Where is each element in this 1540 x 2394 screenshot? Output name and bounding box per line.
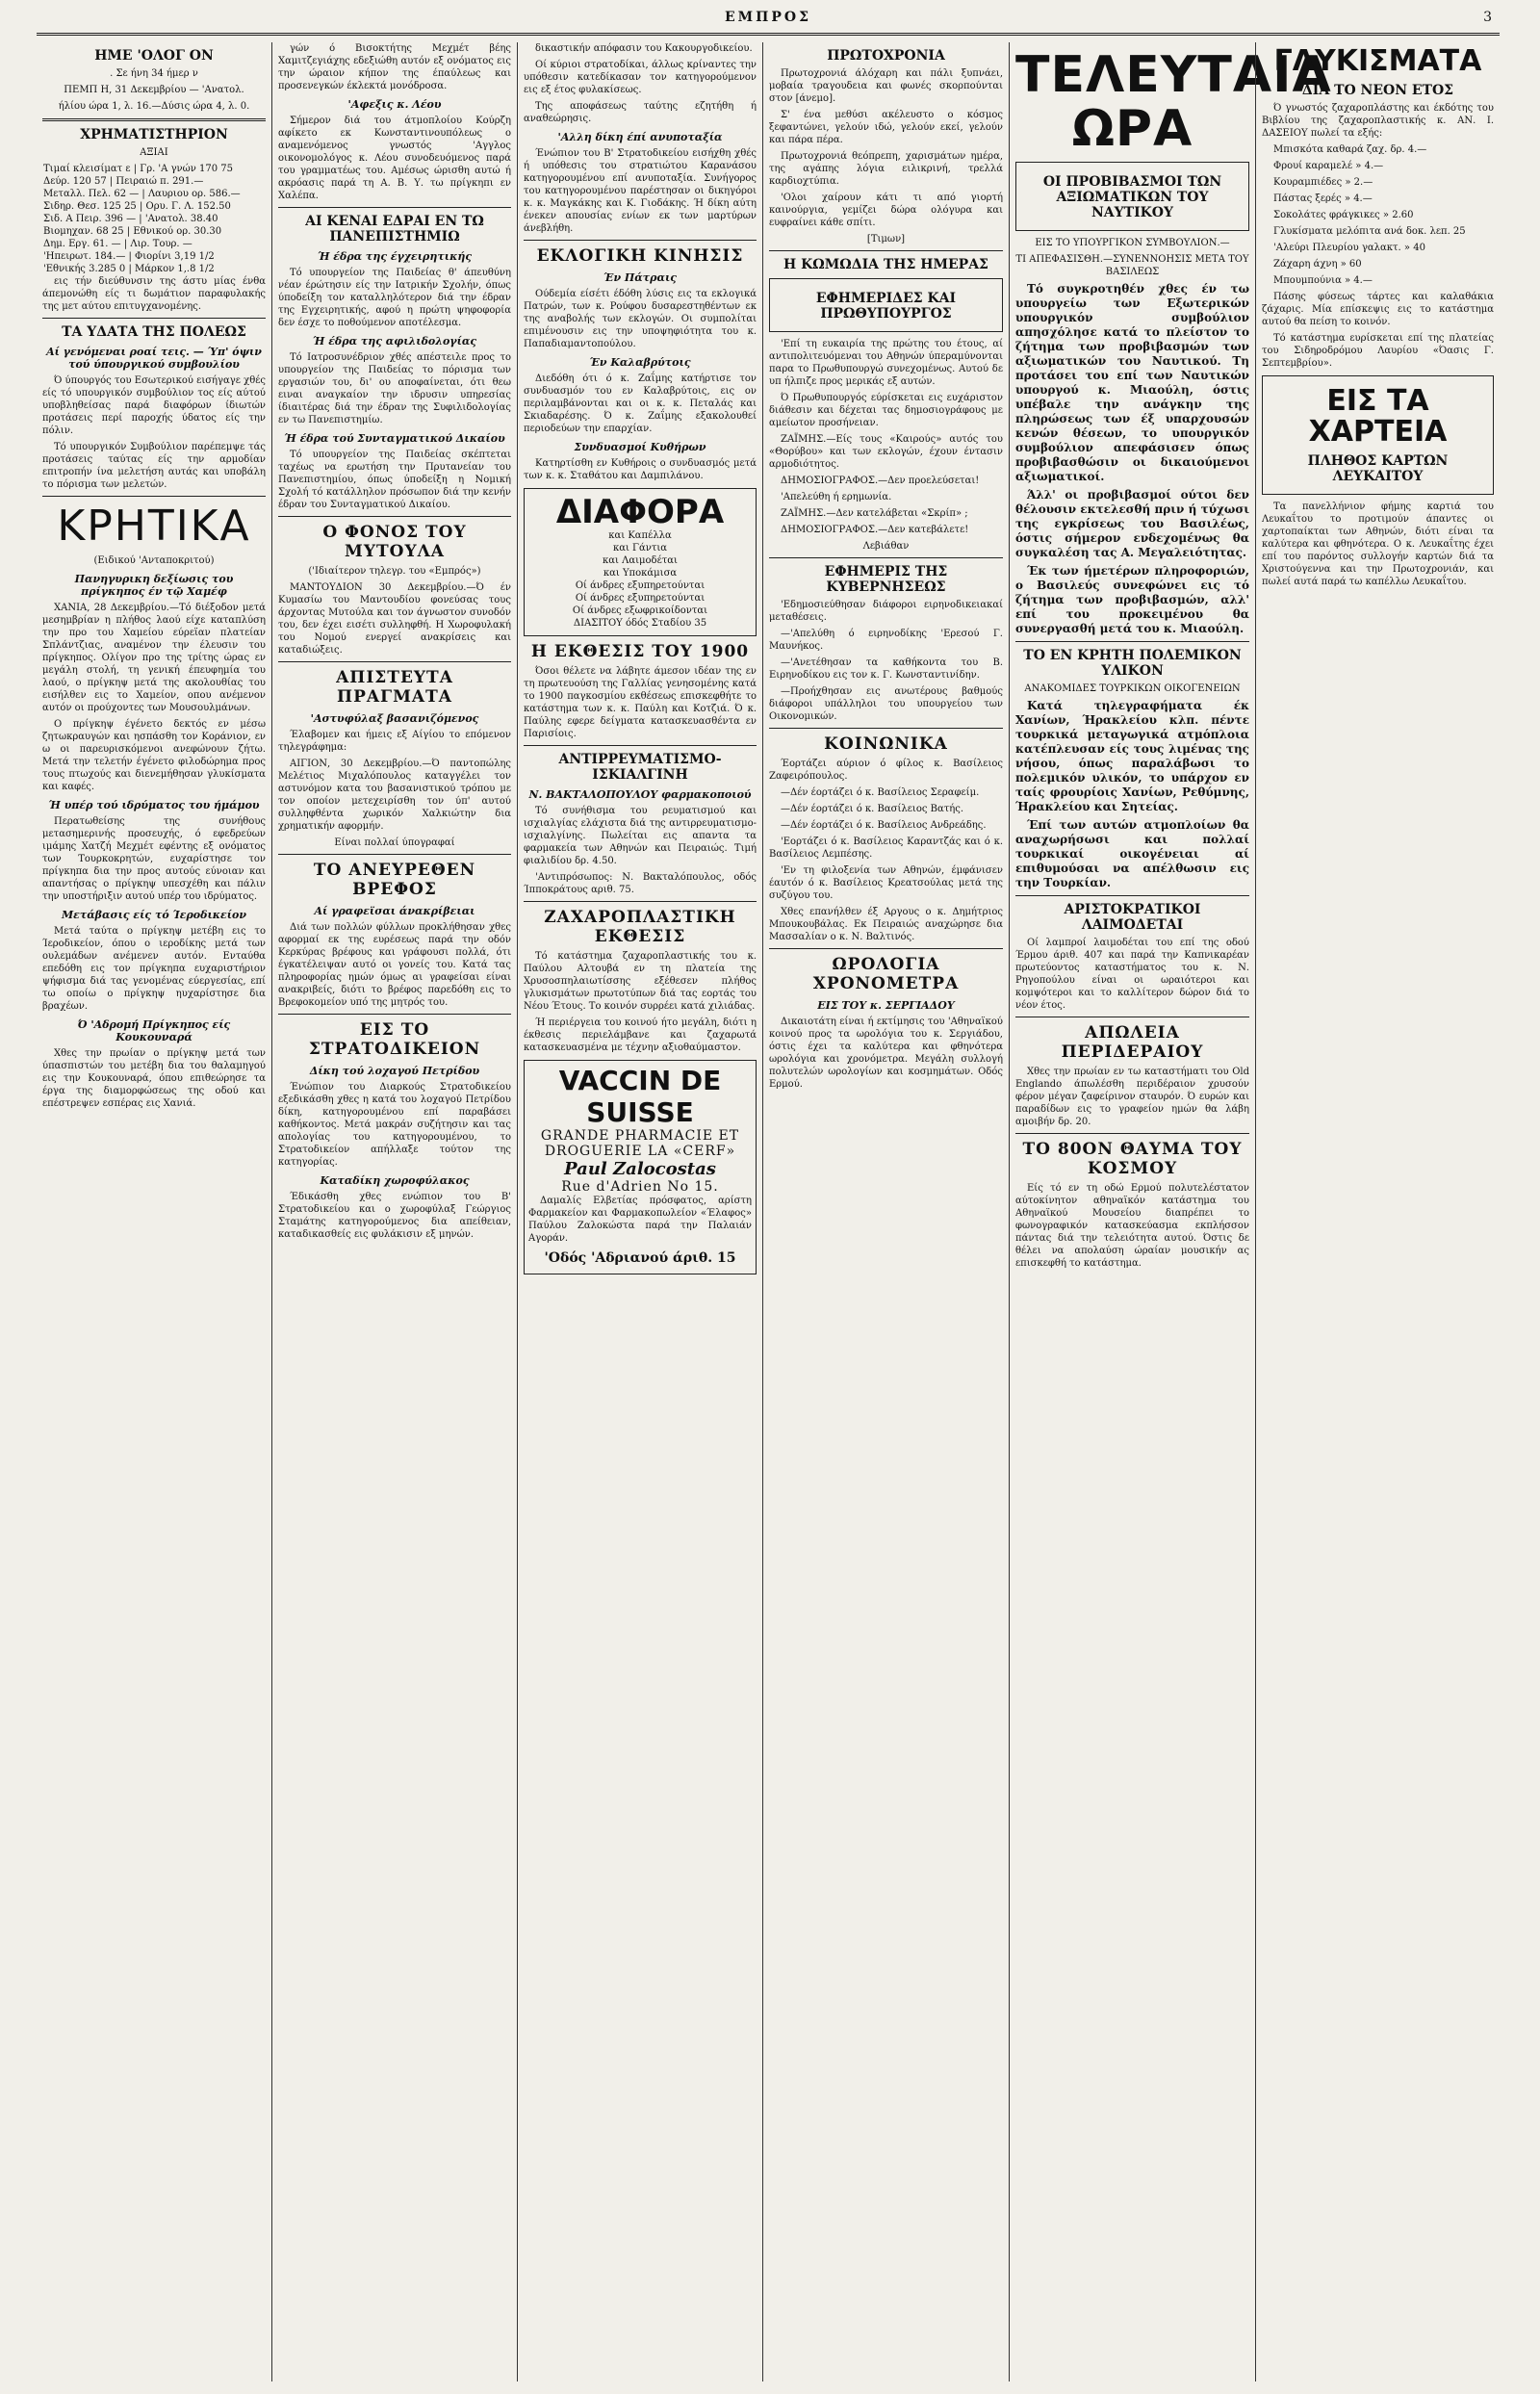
article-text: 'Εν τη φιλοξενία των Αθηνών, έμφάνισεν έαυτόν ό κ. Βασίλειος Κρεατσούλας μετά της συζύγου του. [769,865,1003,901]
stock-row: Σιδηρ. Θεσ. 125 25 | Ορυ. Γ. Λ. 152.50 [43,201,231,212]
column-4 [762,42,1009,2381]
article-subtitle: ('Ιδιαίτερον τηλεγρ. του «Εμπρός») [308,566,481,577]
last-hour-title: ΤΕΛΕΥΤΑΙΑ ΩΡΑ [1015,46,1332,158]
weather-title: ΗΜΕ 'ΟΛΟΓ ΟΝ [94,48,214,64]
article-title: ΤΟ ΑΝΕΥΡΕΘΕΝ ΒΡΕΦΟΣ [313,861,476,899]
pharmacist-name: Paul Zalocostas [564,1159,716,1179]
divider [769,728,1003,729]
article-text: —Προήχθησαν εις ανωτέρους βαθμούς διάφοροι υπάλληλοι του υπουργείου των Οικονομικών. [769,686,1003,722]
article-text: Άλλ' οι προβιβασμοί ούτοι δεν θέλουσιν εκτελεσθή πριν ή τύχωσι της εγκρίσεως του Βασιλέως, όστις σήμερον ενδεχομένως θα συγκαλέση τας Α. Μεγαλειότητας. [1015,488,1249,559]
article-subtitle: ΑΝΑΚΟΜΙΔΕΣ ΤΟΥΡΚΙΚΩΝ ΟΙΚΟΓΕΝΕΙΩΝ [1024,683,1241,694]
columns [37,42,1500,2381]
article-text: ΔΗΜΟΣΙΟΓΡΑΦΟΣ.—Δεν κατεβάλετε! [781,525,969,535]
article-title: Ο ΦΟΝΟΣ ΤΟΥ ΜΥΤΟΥΛΑ [322,523,467,561]
divider [278,661,511,662]
article-text: 'Εδημοσιεύθησαν διάφοροι ειρηνοδικειακαί μεταθέσεις. [769,600,1003,623]
stock-row: Μεταλλ. Πελ. 62 — | Λαυριου ορ. 586.— [43,189,241,199]
signature: Λεβιάθαν [862,541,910,552]
table-row [42,263,266,275]
ad-title: ΔΙΑΦΟΡΑ [555,493,725,531]
divider [524,901,757,902]
column-1 [37,42,271,2381]
article-text: ΔΗΜΟΣΙΟΓΡΑΦΟΣ.—Δεν προελεύσεται! [781,476,980,486]
article-text: 'Εορτάζει ό κ. Βασίλειος Καραντζάς και ό κ. Βασίλειος Λεμπέσης. [769,837,1003,860]
vaccine-title: VACCIN DE SUISSE [558,1065,722,1128]
article-text: Τό κατάστημα ζαχαροπλαστικής του κ. Παύλου Αλτουβά εν τη πλατεία της Χρυσοσπηλαιωτίσσης εξέθεσεν πλήθος γλυκισμάτων πρωτοτύπων διά τας εορτάς του Νέου Έτους. Το κοινόν συρρέει κατά χιλιάδας. [524,951,757,1012]
article-heading: 'Αλλη δίκη έπί ανυποταξία [557,131,723,143]
divider [1015,1133,1249,1134]
article-text: Χθες την πρωίαν εν τω καταστήματι του Old Englando άπωλέσθη περιδέραιον χρυσούν φέρον μέγαν ζαφείρινον σταυρόν. Ό ευρών και παραδίδων εις το γραφείον ημών θα λάβη αμοιβήν δρ. 20. [1015,1067,1249,1127]
article-title: ΕΦΗΜΕΡΙΣ ΤΗΣ ΚΥΒΕΡΝΗΣΕΩΣ [824,564,948,595]
article-title: ΕΚΛΟΓΙΚΗ ΚΙΝΗΣΙΣ [536,246,744,266]
divider [1015,895,1249,896]
newspaper-page [37,0,1538,2394]
article-title: Η ΕΚΘΕΣΙΣ ΤΟΥ 1900 [530,642,750,661]
divider [42,118,266,121]
article-text: Όσοι θέλετε να λάβητε άμεσον ιδέαν της εν τη πρωτευούση της Γαλλίας γενησομένης κατά το 1900 παγκοσμίου εκθέσεως επισκεφθήτε το κατάστημα των κ. κ. Παύλη και Κοτζιά. Ό κ. Παύλης εφερε δείγματα κατασκευασθέντα εν Παρισίοις. [524,666,757,739]
table-row [42,175,266,188]
pharmacy-address: Rue d'Adrien No 15. [561,1179,719,1195]
article-text: Έπί των αυτών ατμοπλοίων θα αναχωρήσωσι και πολλαί τουρκικαί οικογένειαι αί επιθυμούσαι να απέλθωσιν εις την Τουρκίαν. [1015,818,1249,889]
stock-row: Βιομηχαν. 68 25 | Εθνικού ορ. 30.30 [43,226,222,237]
ad-line: και Καπέλλα [608,530,672,541]
headline-subtitle: ΤΙ ΑΠΕΦΑΣΙΣΘΗ.—ΣΥΝΕΝΝΟΗΣΙΣ ΜΕΤΑ ΤΟΥ ΒΑΣΙΛΕΩΣ [1015,254,1249,277]
article-text: Ούδεμία είσέτι έδόθη λύσις εις τα εκλογικά Πατρών, των κ. Ρούφου δυσαρεστηθέντων εκ της αναβολής των εκλογών. Οι συμπολίται επιμένουσιν εις την υποψηφιότητα του κ. Παπαδιαμαντοπούλου. [524,289,757,349]
article-heading: Δίκη τού λοχαγού Πετρίδου [309,1065,480,1077]
stock-row: Δημ. Εργ. 61. — | Λιρ. Τουρ. — [43,239,192,249]
vaccine-advertisement [524,1060,757,1274]
page-number: 3 [1483,10,1492,25]
article-title: ΑΠΩΛΕΙΑ ΠΕΡΙΔΕΡΑΙΟΥ [1061,1023,1204,1062]
table-row [42,238,266,250]
crete-heading: Ή υπέρ τού ιδρύματος του ήμάμου [48,799,260,811]
column-3 [517,42,762,2381]
article-text: Ή περιέργεια του κοινού ήτο μεγάλη, διότι η έκθεσις περιελάμβανε και ζαχαρωτά κατασκευασμένα με τέχνην αξιοθαύμαστον. [524,1017,757,1053]
article-text: Οί λαμπροί λαιμοδέται του επί της οδού Έρμου άριθ. 407 και παρά την Καπνικαρέαν πρωτεύοντος καταστήματος του κ. Ν. Ρηγοπούλου είναι οι ωραιότεροι και κομψότεροι και το καλλίτερον δώρον διά το νέον έτος. [1015,938,1249,1011]
article-text: Ό ύπουργός του Εσωτερικού εισήγαγε χθές είς τό υπουργικόν συμβούλιον τος είς αύτού υποβληθείσας παρά διαφόρων ίδιωτών προτάσεις περί παροχής ύδατος είς την πόλιν. [42,375,266,436]
article-title: ΚΟΙΝΩΝΙΚΑ [824,734,948,754]
signature: [Τιμων] [866,234,906,245]
divider [524,240,757,241]
weather-line: ΠΕΜΠ Η, 31 Δεκεμβρίου — 'Ανατολ. [64,85,244,95]
article-subtitle: ΔΙΑ ΤΟ ΝΕΟΝ ΕΤΟΣ [1301,83,1454,98]
article-text: ΖΑΪΜΗΣ.—Δεν κατελάβεται «Σκρίπ» ; [781,508,968,519]
stock-row: 'Ηπειρωτ. 184.— | Φιορίνι 3,19 1/2 [43,251,215,262]
article-text: —Δέν έορτάζει ό κ. Βασίλειος Σεραφείμ. [781,787,980,798]
divider [769,557,1003,558]
list-item: Γλυκίσματα μελόπιτα ανά δοκ. λεπ. 25 [1273,226,1466,237]
article-heading: Αί γραφεϊσαι άνακρίβειαι [314,905,475,917]
table-row [42,250,266,263]
poem-text: Πρωτοχρονιά άλόχαρη και πάλι ξυπνάει, μοβαία τραγουδεια και φωνές σκορπούνται στον [άνεμο]. [769,68,1003,104]
crete-title: ΚΡΗΤΙΚΑ [57,502,251,551]
article-text: Έορτάζει αύριον ό φίλος κ. Βασίλειος Ζαφειρόπουλος. [769,759,1003,782]
article-text: Διεδόθη ότι ό κ. Ζαΐμης κατήρτισε τον συνδυασμόν του εν Καλαβρύτοις, εις ον περιλαμβάνονται και οι κ. κ. Πεταλάς και Σκιαδαρέσης. Ό κ. Ζαΐμης εξακολουθεί περιοδεύων την επαρχίαν. [524,373,757,434]
article-heading: Ή έδρα τού Συνταγματικού Δικαίου [284,432,505,445]
article-title: ΤΟ ΕΝ ΚΡΗΤΗ ΠΟΛΕΜΙΚΟΝ ΥΛΙΚΟΝ [1023,648,1242,679]
article-text: Τό κατάστημα ευρίσκεται επί της πλατείας του Σιδηροδρόμου Λαυρίου «Όασις Γ. Σεπτεμβρίου». [1262,333,1494,369]
article-text: Έδικάσθη χθες ενώπιον του Β' Στρατοδικείου και ο χωροφύλαξ Γεώργιος Σταμάτης κατηγορούμενος δια απείθειαν, καταδικασθείς εις φυλάκισιν εξ μηνών. [278,1192,511,1240]
crete-heading: Πανηγυρικη δεξίωσις του πρίγκηπος έν τῷ Χαμέφ [74,573,234,598]
divider [769,250,1003,251]
article-text: Τό Ιατροσυνέδριον χθές απέστειλε προς το υπουργείον της Παιδείας το πόρισμα των εργασιών του, δι' ου αποφαίνεται, ότι θεω ειναι αναγκαίον την ιδρυσιν υπηρεσίας ίδιαιτέρας διά την έδραν της Συφιλιδολογίας εν τω Πανεπιστημίω. [278,352,511,425]
ad-line: ΔΙΑΣΙΤΟΥ όδός Σταδίου 35 [573,618,707,629]
column-2 [271,42,517,2381]
article-heading: Έν Πάτραις [603,271,677,284]
article-heading: Ν. ΒΑΚΤΑΛΟΠΟΥΛΟΥ φαρμακοποιού [528,788,752,801]
divider [769,948,1003,949]
divider [1015,641,1249,642]
article-text: Πάσης φύσεως τάρτες και καλαθάκια ζάχαρις. Μία επίσκεψις εις το κατάστημα αυτού θα πείση το κοινόν. [1262,292,1494,327]
ad-title: ΕΙΣ ΤΑ ΧΑΡΤΕΙΑ [1308,384,1448,449]
article-heading: Έν Καλαβρύτοις [589,356,691,369]
headline-box [1015,162,1249,231]
divider [278,854,511,855]
divider [278,1014,511,1015]
article-text: Ένώπιον του Διαρκούς Στρατοδικείου εξεδικάσθη χθες η κατά του λοχαγού Πετρίδου δίκη, κατηγορουμένου επί παραβάσει καθήκοντος. Μετά μακράν συζήτησιν και τας απολογίας του κατηγορουμένου, το Στρατοδικείον απήλλαξε τούτον της κατηγορίας. [278,1082,511,1168]
pharmacy-name: GRANDE PHARMACIE ET DROGUERIE LA «CERF» [540,1128,740,1159]
article-text: —'Ανετέθησαν τα καθήκοντα του Β. Ειρηνοδίκου εις τον κ. Γ. Κωνσταντινίδην. [769,657,1003,681]
article-text: Τό συγκροτηθέν χθες έν τω υπουργείω των Εξωτερικών υπουργικόν συμβούλιον απησχόλησε κατά το πλείστον το ζήτημα των προβιβασμών των αξιωματικών του Ναυτικού. Τη προτάσει του επί των Ναυτικών υπουργού κ. Μιαούλη, όστις υπέβαλε την ανάγκην της πληρώσεως των έξ υπαρχουσών κενών θέσεων, το υπουργικόν συμβούλιον απεφάσισεν όπως προβιβασθώσιν οι δικαιούμενοι αξιωματικοί. [1015,282,1249,483]
column-6 [1255,42,1500,2381]
water-title: ΤΑ ΥΔΑΤΑ ΤΗΣ ΠΟΛΕΩΣ [62,324,246,340]
list-item: Σοκολάτες φράγκικες » 2.60 [1273,210,1414,220]
article-heading: 'Αφεξις κ. Λέου [347,98,442,111]
list-item: 'Αλεύρι Πλευρίου γαλακτ. » 40 [1273,243,1425,253]
article-title: ΕΦΗΜΕΡΙΔΕΣ ΚΑΙ ΠΡΩΘΥΠΟΥΡΓΟΣ [815,291,957,322]
article-text: Μετά ταύτα ο πρίγκηψ μετέβη εις το Ίεροδικείον, όπου ο ιεροδίκης μετά των ουλεμάδων ανέμενεν αυτόν. Ενταύθα επεδόθη εις τον πρίγκηπα ευχαριστήριον ψήφισμα διά τας γενομένας εύεργεσίας, επί τω οποίω ο πρίγκηψ ηυχαρίστησε δια βραχέων. [42,926,266,1012]
article-text: ΑΙΓΙΟΝ, 30 Δεκεμβρίου.—Ό παντοπώλης Μελέτιος Μιχαλόπουλος καταγγέλει τον αστυνόμον κατα του βασανιστικού τρόπου με τον οποίον μετεχειρίσθη τον ύπ' αυτού συλληφθέντα χωρικόν Χαλκιώτην δια χρηματικήν αφορμήν. [278,759,511,832]
article-text: Ένώπιον του Β' Στρατοδικείου εισήχθη χθές ή υπόθεσις του στρατιώτου Καρανάσου κατηγορουμένου επί ανυποταξία. Συνήγορος του κατηγορουμένου παρέστησαν οι δικηγόροι κ. κ. Μαγκάκης και Κ. Γιοδάκης. Ή δίκη αύτη ένεκεν απουσίας ενίων εκ των μαρτύρων άνεβλήθη. [524,148,757,234]
table-row [42,213,266,225]
crete-heading: Ό 'Αδρομή Πρίγκηπος είς Κουκουναρά [77,1018,231,1043]
poem-text: 'Ολοι χαίρουν κάτι τι από γιορτή καινούργια, γεμίζει δώρα ολόγυρα και ευφραίνει κάθε σπίτι. [769,193,1003,228]
article-text: Περατωθείσης της συνήθους μετασημερινής προσευχής, ό εφεδρεύων ιμάμης Χατζή Μεχμέτ εφέντης εξ ονόματος των Τουρκοκρητών, ευχαρίστησε τον πρίγκηπα δια την προς αυτούς εύνοιαν και απαντήσας ο πρίγκηψ υπεσχέθη και πάλιν την υποστήριξιν αυτού υπέρ του ιδρύματος. [42,816,266,902]
article-text: Είς τό εν τη οδώ Ερμού πολυτελέστατον αύτοκίνητον αθηναϊκόν κατάστημα του Αθηναϊκού Μουσείου διαπρέπει το φωνογραφικόν κατασκεύασμα εκπλήσσον πάντας διά την τελειότητα αυτού. Όστις δε θέλει να απολαύση ώραίαν μουσικήν ας επισκεφθή το κατάστημα. [1015,1183,1249,1269]
list-item: Κουραμπιέδες » 2.— [1273,177,1373,188]
article-title: ΤΟ 80ΟΝ ΘΑΥΜΑ ΤΟΥ ΚΟΣΜΟΥ [1022,1140,1243,1178]
article-text: ΧΑΝΙΑ, 28 Δεκεμβρίου.—Τό διέξοδον μετά μεσημβρίαν η πλήθος λαού είχε καταπλύση την προ του Χαμείου εύρεϊαν πλατείαν Σπλάντζιας, αναμένον την έλευσιν του πρίγκηπος. Ολίγον προ της τρίτης ώρας εν μεγάλη στολή, τη γενική έπευφημία του λαού, ο πρίγκηψ μετά της ακολουθίας του εισήλθεν εις το Χαμείον, οπου ανέμενον αυτόν οι προύχοντες των Μουσουλμάνων. [42,603,266,713]
article-text: Ο πρίγκηψ έγένετο δεκτός εν μέσω ζητωκραυγών και ησπάσθη τον Κοράνιον, εν ω οι παρευρισκόμενοι ανεφώνουν ζήτω. Μετά την τελετήν έγένετο φιλοδώρημα προς τους πτωχούς και διενεμήθησαν γλυκίσματα και καφές. [42,719,266,792]
weather-line: ήλίου ώρα 1, λ. 16.—Δύσις ώρα 4, λ. 0. [58,101,250,112]
ad-line: και Υποκάμισα [603,568,678,579]
advertisement-box [524,488,757,636]
stock-row: Τιμαί κλεισίματ ε | Γρ. 'Α γνών 170 75 [43,164,234,174]
article-text: Τό υπουργείον της Παιδείας σκέπτεται ταχέως να ερωτήση την Πρυτανείαν του Πανεπιστημίου, όπως ύποδείξη η Νομική Σχολή τό κατάλληλον πρόσωπον διά την κενήν έδραν του Συνταγματικού Δικαίου. [278,450,511,510]
article-text: ΖΑΪΜΗΣ.—Είς τους «Καιρούς» αυτός του «Θορύβου» και των εκλογών, έχουν έντασιν αρμοδιότητος. [769,434,1003,470]
poem-text: Πρωτοχρονιά θεόπρεπη, χαρισμάτων ημέρα, της αγάπης λόγια ειλικρινή, τρελλά καρδιοχτύπια. [769,151,1003,187]
article-text: Δικαιοτάτη είναι ή εκτίμησις του 'Αθηναϊκού κοινού προς τα ωρολόγια του κ. Σεργιάδου, όστις έχει τα καλύτερα και φθηνότερα ωρολόγια και χρονόμετρα. Μεγάλη συλλογή πολυτελών ωρολογίων και κοσμημάτων. Οδός Ερμού. [769,1017,1003,1090]
article-text: Τα πανελλήνιον φήμης καρτιά του Λευκαΐτου το προτιμούν άπαντες οι χαρτοπαίκται των Αθηνών, διότι είναι τα καλύτερα και φθηνότερα. Ο κ. Λευκαΐτης έχει επί του παρόντος συλλογήν καρτών διά τα Χριστούγεννα και την Πρωτοχρονιάν, και πωλεί αυτά παρά τω καπέλλω Λευκαΐτου. [1262,502,1494,587]
divider [42,496,266,497]
article-text: Χθες επανήλθεν έξ Αργους ο κ. Δημήτριος Μπουκουβάλας. Εκ Πειραιώς αναχώρησε δια Μασσαλίαν ο κ. Ν. Βαλτινός. [769,907,1003,942]
article-text: Ό γνωστός ζαχαροπλάστης και έκδότης του Βιβλίου της ζαχαροπλαστικής κ. ΑΝ. Ι. ΔΑΣΕΙΟΥ πωλεί τα εξής: [1262,103,1494,139]
ad-subtitle: ΠΛΗΘΟΣ ΚΑΡΤΩΝ ΛΕΥΚΑΙΤΟΥ [1307,453,1449,484]
article-text: Κατά τηλεγραφήματα έκ Χανίων, Ήρακλείου κλπ. πέντε τουρκικά μεταγωγικά ατμόπλοια κατέπλευσαν είς τους λιμένας της νήσου, όπως παραλάβωσι το πολεμικόν υλικόν, το υπάρχον εν ταίς φρουρίοις Χανίων, Ρεθύμνης, Ήρακλείου και Σητείας. [1015,699,1249,813]
list-item: Μπισκότα καθαρά ζαχ. δρ. 4.— [1273,144,1427,155]
article-text: —'Απελύθη ό ειρηνοδίκης 'Ερεσού Γ. Μαυνήκος. [769,629,1003,652]
ad-line: και Γάντια [612,543,668,553]
divider [42,318,266,319]
article-text: Έκ των ήμετέρων πληροφοριών, ο Βασιλεύς συνεφώνει εις τό ζήτημα των προβιβασμών, αλλ' επί του προκειμένου θα συνεργασθή μετά του κ. Μιαούλη. [1015,564,1249,635]
article-heading: Καταδίκη χωροφύλακος [320,1174,470,1187]
article-text: Σήμερον διά του άτμοπλοίου Κούρζη αφίκετο εκ Κωνσταντινουπόλεως ο αναμενόμενος γνωστός 'Αγγλος οικονομολόγος κ. Λέου συνοδευόμενος παρά του γραμματέως του. Αμέσως ώρισθη αυτώ ή ακρόασις παρά τη Α. Β. Υ. τω πρίγκηπι εν Χαλέπα. [278,116,511,201]
article-title: ΑΝΤΙΡΡΕΥΜΑΤΙΣΜΟ-ΙΣΚΙΑΛΓΙΝΗ [558,752,722,783]
article-heading: 'Αστυφύλαξ βασανιζόμενος [310,712,479,725]
article-text: Τό υπουργικόν Συμβούλιον παρέπεμψε τάς προτάσεις ταύτας είς την αρμοδίαν επιτροπήν ίνα μελετήση αυτάς και υποβάλη το πόρισμα των μελετών. [42,442,266,490]
article-text: Τό συνήθισμα του ρευματισμού και ισχιαλγίας ελάχιστα διά της αντιρρευματισμο-ισχιαλγίνης. Πωλείται εις απαντα τα φαρμακεία των Αθηνών και Πειραιώς. Τιμή φιαλιδίου δρ. 4.50. [524,806,757,866]
stock-table [42,163,266,275]
table-row [42,188,266,200]
article-title: ΑΠΙΣΤΕΥΤΑ ΠΡΑΓΜΑΤΑ [336,668,453,707]
stock-title: ΧΡΗΜΑΤΙΣΤΗΡΙΟΝ [80,127,228,142]
article-title: ΑΡΙΣΤΟΚΡΑΤΙΚΟΙ ΛΑΙΜΟΔΕΤΑΙ [1064,902,1201,933]
advertisement-box [1262,375,1494,495]
article-text: Χθες την πρωίαν ο πρίγκηψ μετά των ύπασπιστών του μετέβη δια του θαλαμηγού εις την Κουκουναρά, όπου επιθεώρησε τα έργα της διαμορφώσεως της οδού και επέστρεψεν εσπέρας εις Χανιά. [42,1048,266,1109]
article-text: 'Επί τη ευκαιρία της πρώτης του έτους, αί αντιπολιτευόμεναι του Αθηνών ύπεραμύνονται παρα το Πρωθυπουργώ συνεχομένως. Αυτού δε υπ ήλπιζε προς μερικάς εξ αυτών. [769,339,1003,387]
article-text: δικαστικήν απόφασιν του Κακουργοδικείου. [535,43,753,54]
article-text: Της αποφάσεως ταύτης εζητήθη ή αναθεώρησις. [524,101,757,124]
article-text: ΜΑΝΤΟΥΔΙΟΝ 30 Δεκεμβρίου.—Ό έν Κυμασίω του Μαντουδίου φονεύσας τους άρχοντας Μυτούλα και τον άγνωστον συνοδόν του, δεν έχει εισέτι συλληφθή. Η Χωροφυλακή του Νομού ενεργεί ανακρίσεις και καταδιώξεις. [278,582,511,656]
water-subtitle: Αί γενόμεναι ροαί τεις. — Ύπ' όψιν τού ύπουργικού συμβουλίου [46,346,262,371]
article-text: —Δέν έορτάζει ό κ. Βασίλειος Βατής. [781,804,964,814]
stock-row: 'Εθνικής 3.285 0 | Μάρκον 1,.8 1/2 [43,264,215,274]
article-heading: Ή έδρα της έγχειρητικής [317,250,473,263]
article-title: ΕΙΣ ΤΟ ΣΤΡΑΤΟΔΙΚΕΙΟΝ [308,1020,481,1059]
article-text: Διά των πολλών φύλλων προκλήθησαν χθες αφορμαί εκ της ευρέσεως παρά την οδόν Κερκύρας βρέφους και γράφουσι πολλά, ότι έγκατέλειψαν αυτό οι γονείς του. Κατά τας πληροφορίας ημών όμως αι γραφείσαι είναι ανακριβείς, διότι το βρέφος παρεδόθη εις το Βρεφοκομείον υπό της μητρός του. [278,922,511,1008]
article-text: —Δέν έορτάζει ό κ. Βασίλειος Ανδρεάδης. [781,820,987,831]
article-text: Ό Πρωθυπουργός εύρίσκεται εις ευχάριστον διάθεσιν και δέχεται τας δημοσιογράφους με αμείωτον προσήνειαν. [769,393,1003,428]
article-text: Κατηρτίσθη εν Κυθήροις ο συνδυασμός μετά των κ. κ. Σταθάτου και Δαμπιλάνου. [524,458,757,481]
poem-text: Σ' ένα μεθύσι ακέλευστο ο κόσμος ξεφαντώνει, γελούν ιδώ, γελούν εκεί, γελούν και πάρα πέρα. [769,110,1003,145]
masthead [37,8,1500,36]
article-heading: Συνδυασμοί Κυθήρων [574,441,706,453]
article-title: ΠΡΩΤΟΧΡΟΝΙΑ [827,48,945,64]
stock-row: Σιδ. Α Πειρ. 396 — | 'Ανατολ. 38.40 [43,214,218,224]
crete-heading: Μετάβασις είς τό Ίεροδικείον [61,909,247,921]
weather-line: . Σε ήνη 34 ήμερ ν [110,68,198,79]
crete-subtitle: (Ειδικού 'Ανταποκριτού) [93,555,215,566]
divider [524,745,757,746]
headline-title: ΟΙ ΠΡΟΒΙΒΑΣΜΟΙ ΤΩΝ ΑΞΙΩΜΑΤΙΚΩΝ ΤΟΥ ΝΑΥΤΙΚΟΥ [1042,174,1222,220]
ad-line: και Λαιμοδέται [603,555,678,566]
ad-line: Οί άνδρες εξυπηρετούνται [575,580,706,591]
article-title: ΩΡΟΛΟΓΙΑ ΧΡΟΝΟΜΕΤΡΑ [812,955,960,993]
article-text: 'Αντιπρόσωπος: Ν. Βακταλόπουλος, οδός Ίπποκράτους αριθ. 75. [524,872,757,895]
ad-address: 'Οδός 'Αδριανού άριθ. 15 [544,1250,736,1266]
list-item: Μπουμπούνια » 4.— [1273,275,1373,286]
newspaper-title: ΕΜΠΡΟΣ [724,10,811,25]
article-text: εις τήν διεύθυνσιν της άστυ μίας ένθα άπεμονώθη είς τι δωμάτιον παραφυλακής της μετ αύτου επιτυγχανομένης. [42,276,266,312]
article-text: Οί κύριοι στρατοδίκαι, άλλως κρίναντες την υπόθεσιν κατεδίκασαν τον κατηγορούμενον εις εξ έτος φυλακίσεως. [524,60,757,95]
list-item: Πάστας ξερές » 4.— [1273,193,1373,204]
headline-subtitle: ΕΙΣ ΤΟ ΥΠΟΥΡΓΙΚΟΝ ΣΥΜΒΟΥΛΙΟΝ.— [1035,238,1230,248]
article-text: γών ό Βισοκτήτης Μεχμέτ βέης Χαμιτζεγιάχης εδεξιώθη αυτόν εξ ονόματος εις την ώραιον κήπον της έπαύλεως και προσενεγκών έκλεκτά μονόδροσα. [278,43,511,91]
ad-text: Δαμαλίς Ελβετίας πρόσφατος, αρίστη Φαρμακείον και Φαρμακοπωλείον «Έλαφος» Παύλου Ζαλοκώστα παρά την Παλαιάν Αγοράν. [528,1196,752,1244]
table-row [42,225,266,238]
list-item: Φρουί καραμελέ » 4.— [1273,161,1384,171]
article-heading: ΕΙΣ ΤΟΥ κ. ΣΕΡΓΙΑΔΟΥ [817,999,955,1012]
list-item: Ζάχαρη άχνη » 60 [1273,259,1362,270]
article-text: Είναι πολλαί ύπογραφαί [334,837,455,848]
table-row [42,200,266,213]
stock-subtitle: ΑΞΙΑΙ [140,147,168,158]
article-heading: Ή έδρα της αφιλιδολογίας [312,335,477,348]
article-text: 'Απελεύθη ή ερημωνία. [781,492,892,502]
article-text: Τό υπουργείον της Παιδείας θ' άπευθύνη νέαν έρώτησιν είς την Ιατρικήν Σχολήν, όπως ύποδείξη τον καταλληλότερον διά την έδραν της Εγχειρητικής, αφού η πρώτη ψηφοφορία δεν έσχε το ποθούμενον αποτέλεσμα. [278,268,511,328]
article-title: ΑΙ ΚΕΝΑΙ ΕΔΡΑΙ ΕΝ ΤΩ ΠΑΝΕΠΙΣΤΗΜΙΩ [305,214,484,245]
ad-line: Οί άνδρες εξωφρικοίδονται [572,605,708,616]
article-title: ΓΛΥΚΙΣΜΑΤΑ [1273,44,1482,78]
section-box [769,278,1003,332]
table-row [42,163,266,175]
ad-line: Οί άνδρες εξυπηρετούνται [575,593,706,604]
stock-row: Δεύρ. 120 57 | Πειραιώ π. 291.— [43,176,204,187]
divider [278,516,511,517]
article-title: Η ΚΩΜΩΔΙΑ ΤΗΣ ΗΜΕΡΑΣ [783,257,988,272]
divider [278,207,511,208]
article-text: Έλαβομεν και ήμεις εξ Αίγίου το επόμενον τηλεγράφημα: [278,730,511,753]
article-title: ΖΑΧΑΡΟΠΛΑΣΤΙΚΗ ΕΚΘΕΣΙΣ [544,908,736,946]
